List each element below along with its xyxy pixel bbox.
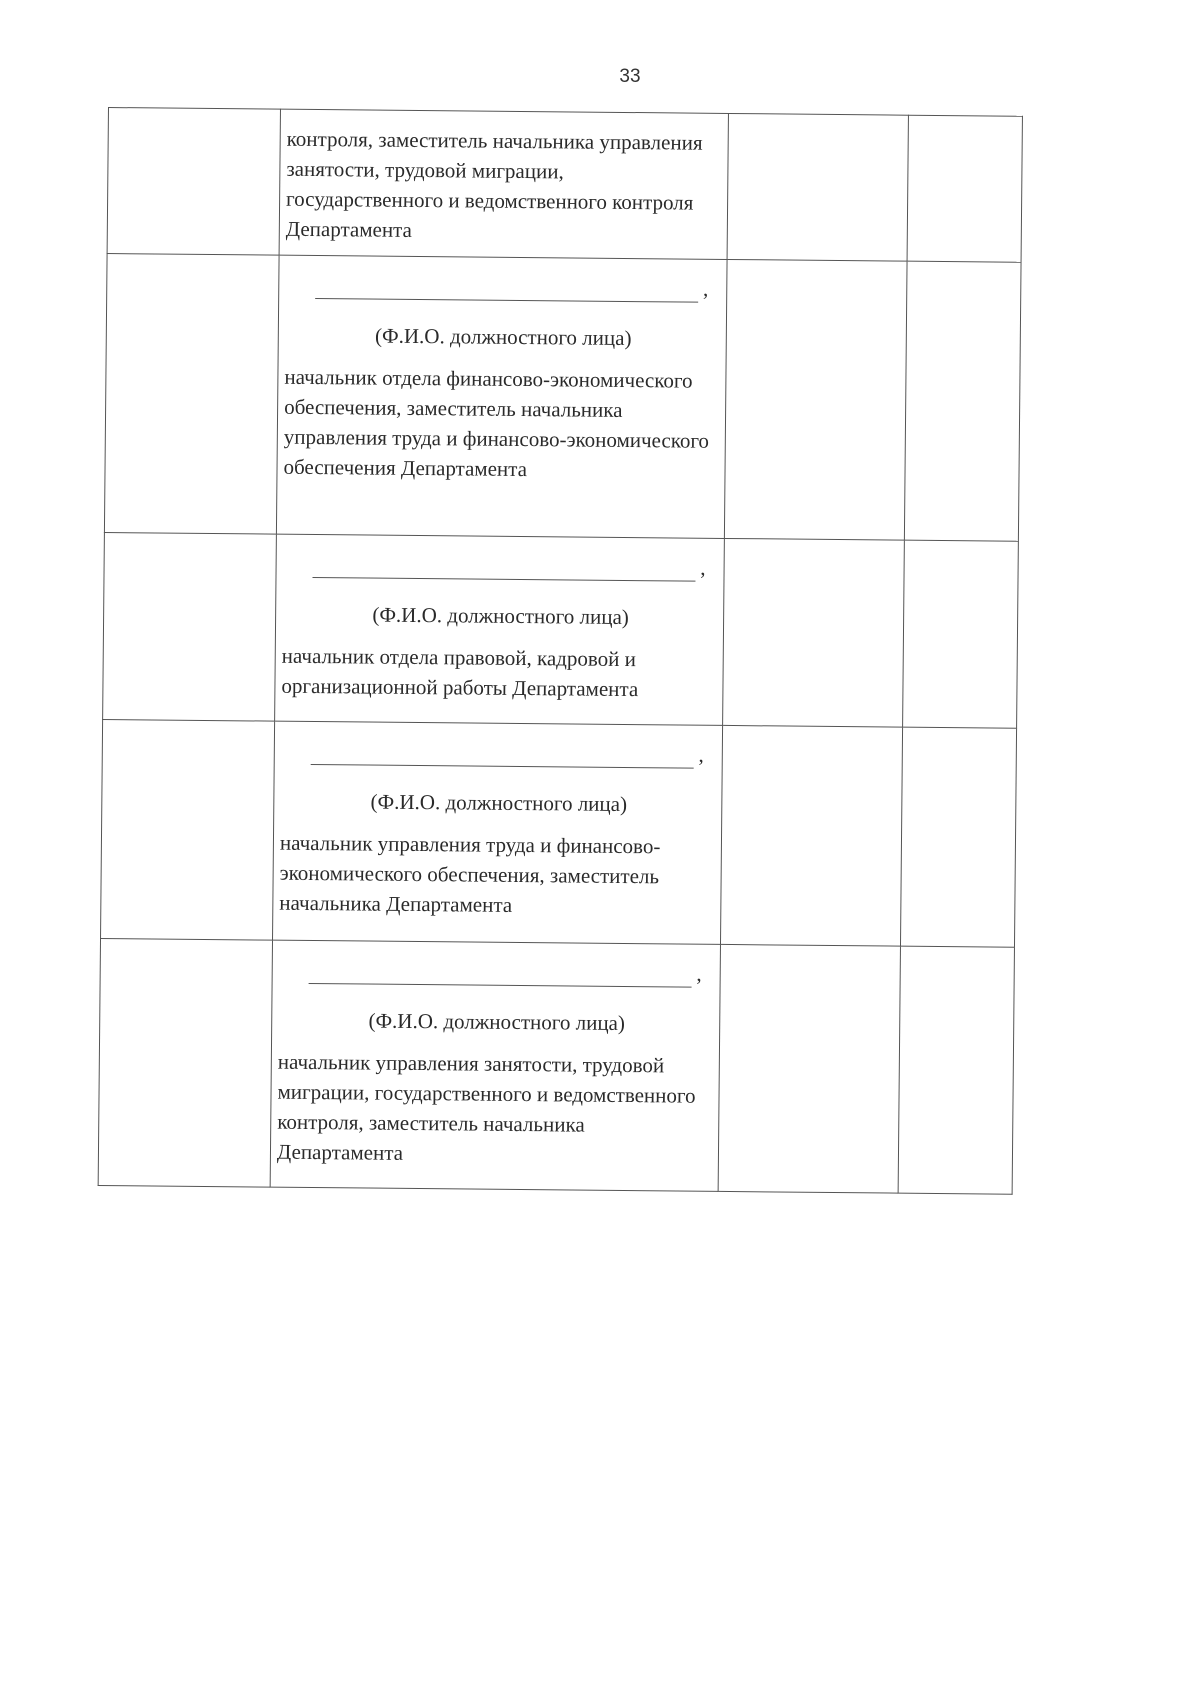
official-cell — [276, 255, 727, 538]
date-cell — [904, 261, 1021, 541]
date-cell — [898, 946, 1014, 1194]
page-number: 33 — [619, 66, 641, 87]
signature-cell — [724, 259, 907, 540]
position-text: начальник отдела правовой, кадровой и организационной работы Департамента — [281, 643, 639, 702]
name-blank — [278, 951, 715, 1001]
name-comma: , — [698, 742, 704, 767]
official-cell — [275, 534, 725, 725]
official-cell — [273, 721, 723, 944]
empty-cell — [103, 532, 277, 721]
name-comma: , — [702, 276, 709, 301]
date-cell — [907, 115, 1022, 262]
table-row — [103, 532, 1019, 728]
table-row — [107, 108, 1022, 263]
signature-cell — [727, 113, 908, 261]
approval-table — [98, 107, 1023, 1195]
table-row — [98, 938, 1014, 1194]
name-comma: , — [700, 555, 706, 580]
date-cell — [903, 540, 1019, 728]
name-comma: , — [696, 961, 702, 986]
position-text: начальник управления занятости, трудовой миграции, государственного и ведомственного контроля, заместитель начальника Департамента — [276, 1049, 696, 1165]
name-underline — [315, 298, 698, 303]
official-cell — [270, 940, 720, 1191]
empty-cell — [104, 253, 279, 534]
date-cell — [900, 727, 1016, 947]
signature-cell — [720, 725, 902, 946]
signature-cell — [718, 944, 900, 1193]
name-underline — [309, 983, 692, 988]
name-blank — [282, 545, 719, 595]
position-text: начальник управления труда и финансово-экономического обеспечения, заместитель начальника Департамента — [279, 830, 661, 917]
fio-caption: (Ф.И.О. должностного лица) — [372, 602, 629, 630]
position-text: начальник отдела финансово-экономического обеспечения, заместитель начальника управления труда и финансово-экономического обеспечения Департамента — [283, 364, 710, 482]
name-underline — [312, 577, 695, 582]
fio-caption: (Ф.И.О. должностного лица) — [368, 1008, 626, 1036]
empty-cell — [98, 938, 272, 1187]
name-underline — [311, 764, 694, 769]
empty-cell — [107, 108, 280, 256]
position-text: контроля, заместитель начальника управления занятости, трудовой миграции, государственного и ведомственного контроля Департамента — [285, 126, 703, 242]
fio-caption: (Ф.И.О. должностного лица) — [374, 323, 632, 351]
official-cell — [279, 109, 728, 259]
signature-cell — [723, 538, 905, 727]
empty-cell — [101, 719, 275, 940]
table-row — [104, 253, 1021, 541]
table-row — [101, 719, 1017, 947]
name-blank — [281, 732, 718, 782]
name-blank — [285, 266, 722, 316]
fio-caption: (Ф.И.О. должностного лица) — [370, 789, 628, 817]
